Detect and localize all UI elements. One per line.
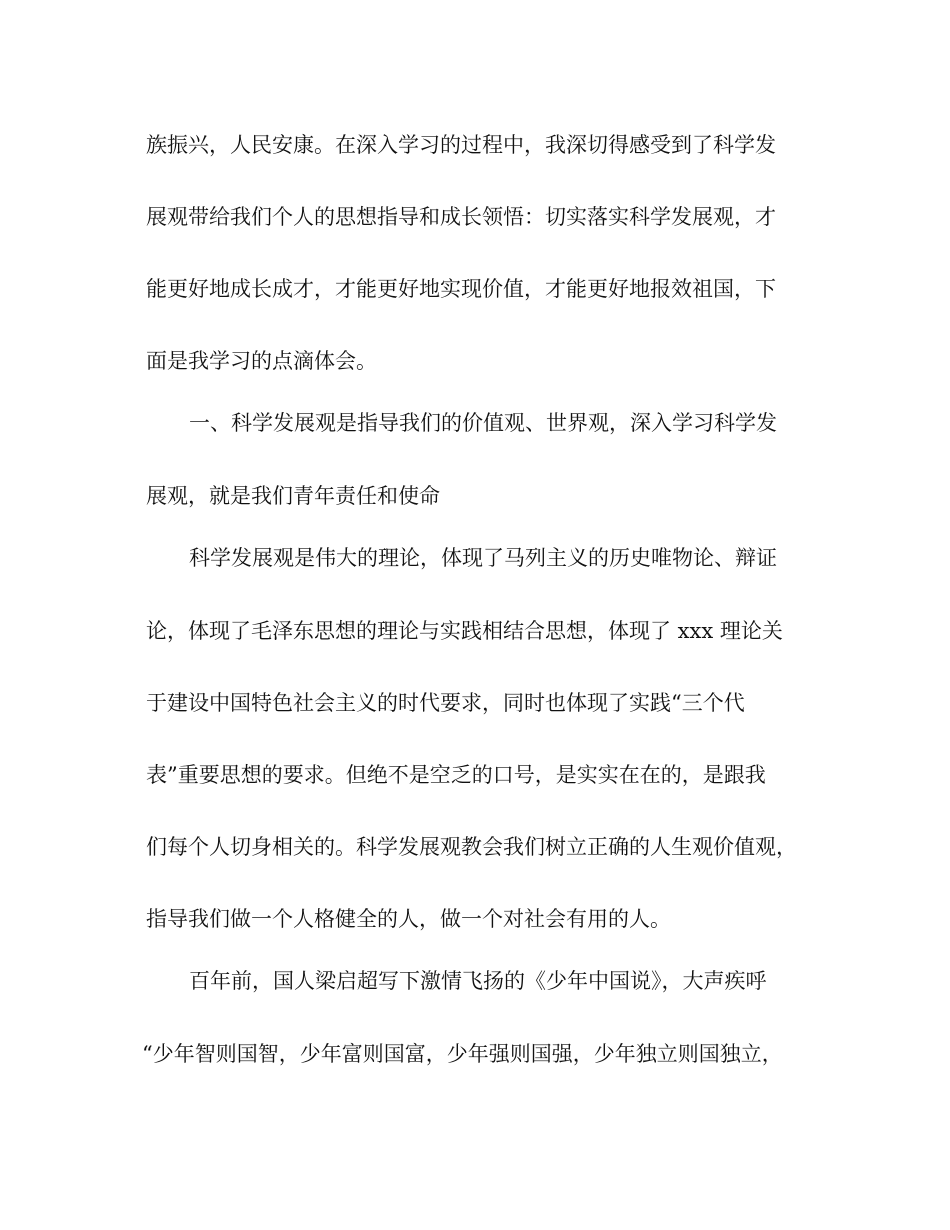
text-line-9: 于建设中国特色社会主义的时代要求，同时也体现了实践“三个代 xyxy=(146,691,745,715)
text-line-10: 表”重要思想的要求。但绝不是空乏的口号，是实实在在的，是跟我 xyxy=(146,763,766,787)
text-line-1: 族振兴，人民安康。在深入学习的过程中，我深切得感受到了科学发 xyxy=(146,133,776,157)
text-line-8: 论，体现了毛泽东思想的理论与实践相结合思想，体现了 xxx 理论关 xyxy=(146,619,783,643)
section-heading-line-1: 一、科学发展观是指导我们的价值观、世界观，深入学习科学发 xyxy=(189,411,777,435)
text-line-14: “少年智则国智，少年富则国富，少年强则国强，少年独立则国独立， xyxy=(142,1042,783,1066)
text-line-4: 面是我学习的点滴体会。 xyxy=(146,349,377,373)
text-line-11: 们每个人切身相关的。科学发展观教会我们树立正确的人生观价值观， xyxy=(146,835,797,859)
text-line-13: 百年前，国人梁启超写下激情飞扬的《少年中国说》，大声疾呼 xyxy=(189,969,767,993)
section-heading-line-2: 展观，就是我们青年责任和使命 xyxy=(146,484,440,508)
text-line-12: 指导我们做一个人格健全的人，做一个对社会有用的人。 xyxy=(146,907,671,931)
text-line-7: 科学发展观是伟大的理论，体现了马列主义的历史唯物论、辩证 xyxy=(189,546,777,570)
text-line-3: 能更好地成长成才，才能更好地实现价值，才能更好地报效祖国，下 xyxy=(146,277,776,301)
text-line-2: 展观带给我们个人的思想指导和成长领悟：切实落实科学发展观，才 xyxy=(146,205,776,229)
